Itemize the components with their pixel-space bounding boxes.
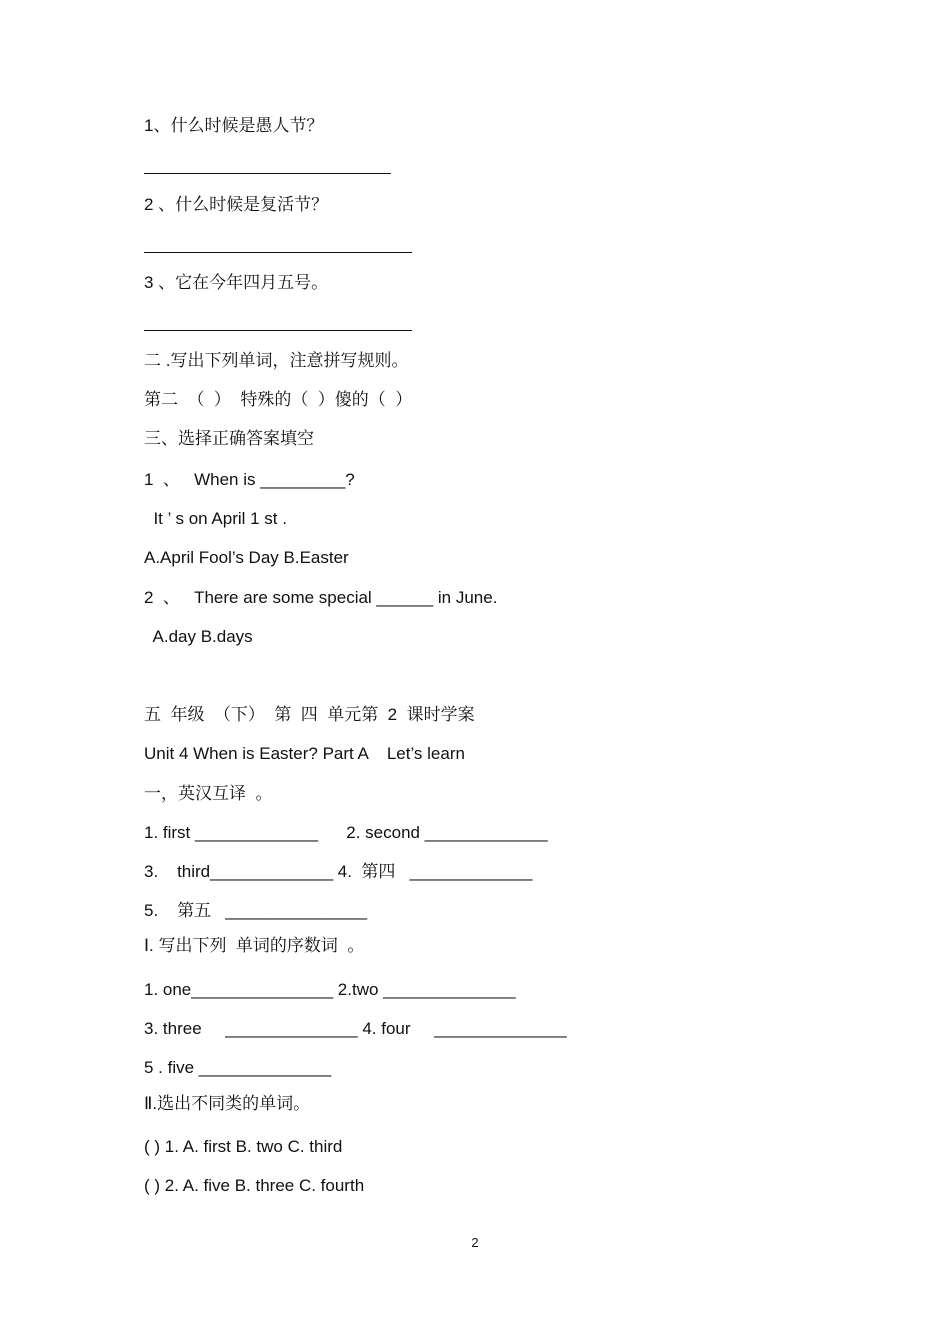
question-line: 2 、什么时候是复活节？ <box>144 195 329 214</box>
exercise-line: 5 . five ______________ <box>144 1058 332 1077</box>
section-heading: 三、选择正确答案填空 <box>144 429 314 448</box>
options-line: A.day B.days <box>144 627 253 646</box>
page-number: 2 <box>471 1235 479 1250</box>
exercise-line: 3. third_____________ 4. 第四 _____________ <box>144 862 533 881</box>
question-line: 1 、 When is _________? <box>144 470 355 489</box>
section-heading: Ⅱ.选出不同类的单词。 <box>144 1094 311 1113</box>
exercise-line: ( ) 1. A. first B. two C. third <box>144 1137 343 1156</box>
exercise-line: 3. three ______________ 4. four ______________ <box>144 1019 567 1038</box>
lesson-subtitle: Unit 4 When is Easter? Part A Let’s learn <box>144 744 465 763</box>
question-line: 1、什么时候是愚人节？ <box>144 116 324 135</box>
exercise-line: ( ) 2. A. five B. three C. fourth <box>144 1176 365 1195</box>
answer-line <box>144 173 391 174</box>
exercise-line: 1. first _____________ 2. second _____________ <box>144 823 548 842</box>
text-line: 第二 （ ） 特殊的（ ）傻的（ ） <box>144 390 413 409</box>
question-line: 3 、它在今年四月五号。 <box>144 273 329 292</box>
lesson-title: 五 年级 （下） 第 四 单元第 2 课时学案 <box>144 705 475 724</box>
question-line: 2 、 There are some special ______ in June. <box>144 588 498 607</box>
section-heading: 一，英汉互译 。 <box>144 784 273 803</box>
answer-line <box>144 330 412 331</box>
section-heading: 二 .写出下列单词，注意拼写规则。 <box>144 351 409 370</box>
section-heading: Ⅰ. 写出下列 单词的序数词 。 <box>144 936 365 955</box>
text-line: It ’ s on April 1 st . <box>144 509 287 528</box>
exercise-line: 5. 第五 _______________ <box>144 901 368 920</box>
answer-line <box>144 252 412 253</box>
options-line: A.April Fool’s Day B.Easter <box>144 548 349 567</box>
exercise-line: 1. one_______________ 2.two ______________ <box>144 980 516 999</box>
